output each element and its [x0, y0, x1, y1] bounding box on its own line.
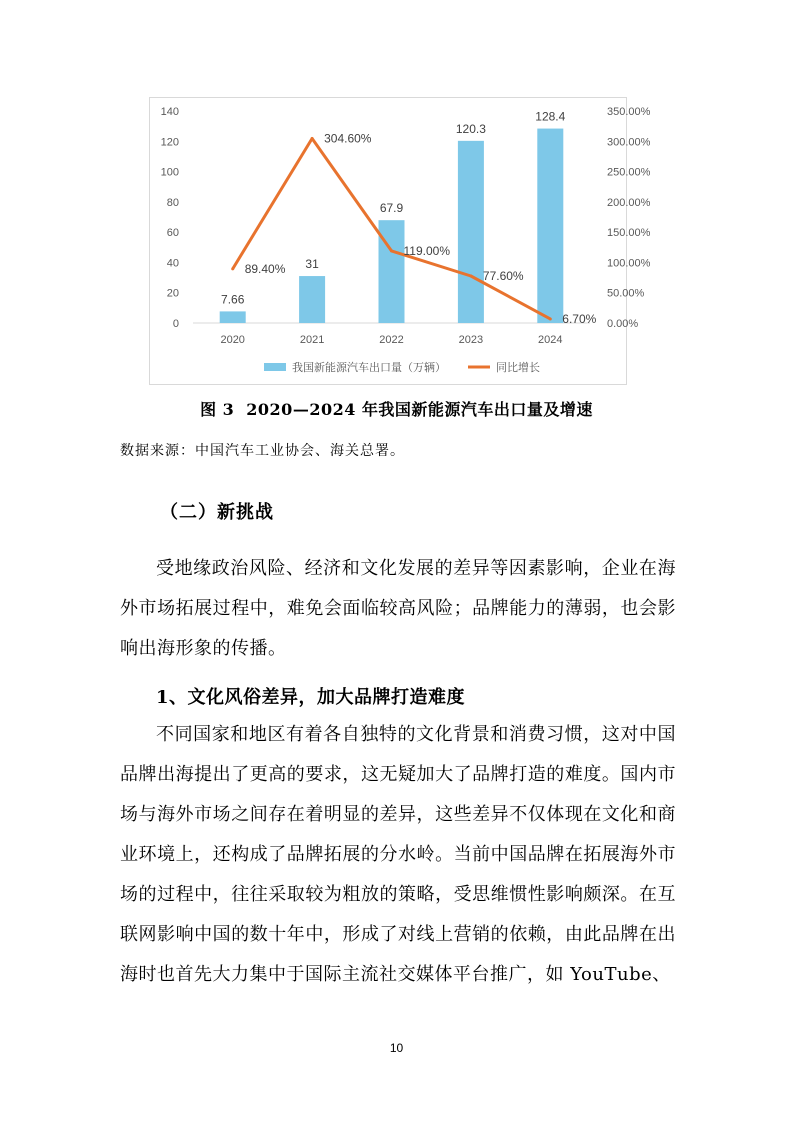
chart-svg [150, 98, 651, 386]
bar-data-label: 128.4 [535, 109, 566, 124]
page-number: 10 [389, 1041, 404, 1055]
paragraph-2: 不同国家和地区有着各自独特的文化背景和消费习惯，这对中国品牌出海提出了更高的要求，这无疑加大了品牌打造的难度。国内市场与海外市场之间存在着明显的差异，这些差异不仅体现在文化和商业环境上，还构成了品牌拓展的分水岭。当前中国品牌在拓展海外市场的过程中，往往采取较为粗放的策略，受思维惯性影响颇深。在互联网影响中国的数十年中，形成了对线上营销的依赖，由此品牌在出海时也首先大力集中于国际主流社交媒体平台推广，如 YouTube、 [120, 724, 676, 985]
y-right-tick-label: 100.00% [607, 257, 651, 270]
bar [220, 311, 246, 323]
source-note: 数据来源：中国汽车工业协会、海关总署。 [120, 443, 405, 459]
x-tick-label: 2023 [458, 334, 484, 346]
line-data-label: 89.40% [244, 261, 286, 276]
line-point [311, 137, 314, 140]
bar-data-label: 120.3 [455, 121, 486, 136]
subheading-1: 1、文化风俗差异，加大品牌打造难度 [156, 687, 466, 708]
x-tick-label: 2022 [379, 334, 404, 346]
section-heading: （二）新挑战 [160, 502, 274, 523]
y-left-tick-label: 140 [160, 106, 179, 118]
y-left-tick-label: 100 [160, 166, 179, 179]
legend-bar-label: 我国新能源汽车出口量（万辆） [292, 361, 446, 374]
bar [458, 141, 484, 323]
line-data-label: 119.00% [403, 243, 450, 258]
y-right-tick-label: 200.00% [607, 196, 651, 209]
figure-title: 2020—2024 年我国新能源汽车出口量及增速 [246, 400, 593, 419]
export-chart [149, 97, 651, 385]
y-right-tick-label: 250.00% [607, 166, 651, 179]
y-right-tick-label: 50.00% [607, 287, 645, 300]
y-left-tick-label: 60 [166, 227, 179, 240]
line-data-label: 6.70% [562, 311, 597, 326]
bar [537, 129, 563, 323]
bar [299, 276, 325, 323]
legend-bar-swatch [264, 363, 286, 371]
line-data-label: 77.60% [482, 268, 524, 283]
x-tick-label: 2021 [299, 334, 325, 346]
line-data-label: 304.60% [324, 131, 372, 146]
line-point [390, 249, 393, 252]
x-tick-label: 2020 [220, 334, 245, 346]
bar-data-label: 67.9 [379, 201, 404, 216]
bar-data-label: 7.66 [221, 292, 245, 307]
y-right-tick-label: 350.00% [607, 106, 651, 118]
x-tick-label: 2024 [538, 334, 563, 346]
figure-caption [0, 397, 793, 420]
y-left-tick-label: 20 [166, 287, 179, 300]
legend-line-label: 同比增长 [496, 361, 540, 374]
bar-data-label: 31 [305, 257, 319, 272]
y-left-tick-label: 80 [166, 196, 179, 209]
line-point [231, 267, 234, 270]
y-left-tick-label: 40 [166, 257, 179, 270]
y-left-tick-label: 0 [172, 318, 179, 330]
line-point [549, 317, 552, 320]
y-right-tick-label: 300.00% [607, 136, 651, 149]
y-right-tick-label: 150.00% [607, 227, 651, 240]
y-right-tick-label: 0.00% [607, 318, 639, 330]
y-left-tick-label: 120 [160, 136, 179, 149]
line-point [469, 274, 472, 277]
figure-label: 图 3 [200, 400, 235, 419]
paragraph-1: 受地缘政治风险、经济和文化发展的差异等因素影响，企业在海外市场拓展过程中，难免会面临较高风险；品牌能力的薄弱，也会影响出海形象的传播。 [120, 558, 676, 659]
